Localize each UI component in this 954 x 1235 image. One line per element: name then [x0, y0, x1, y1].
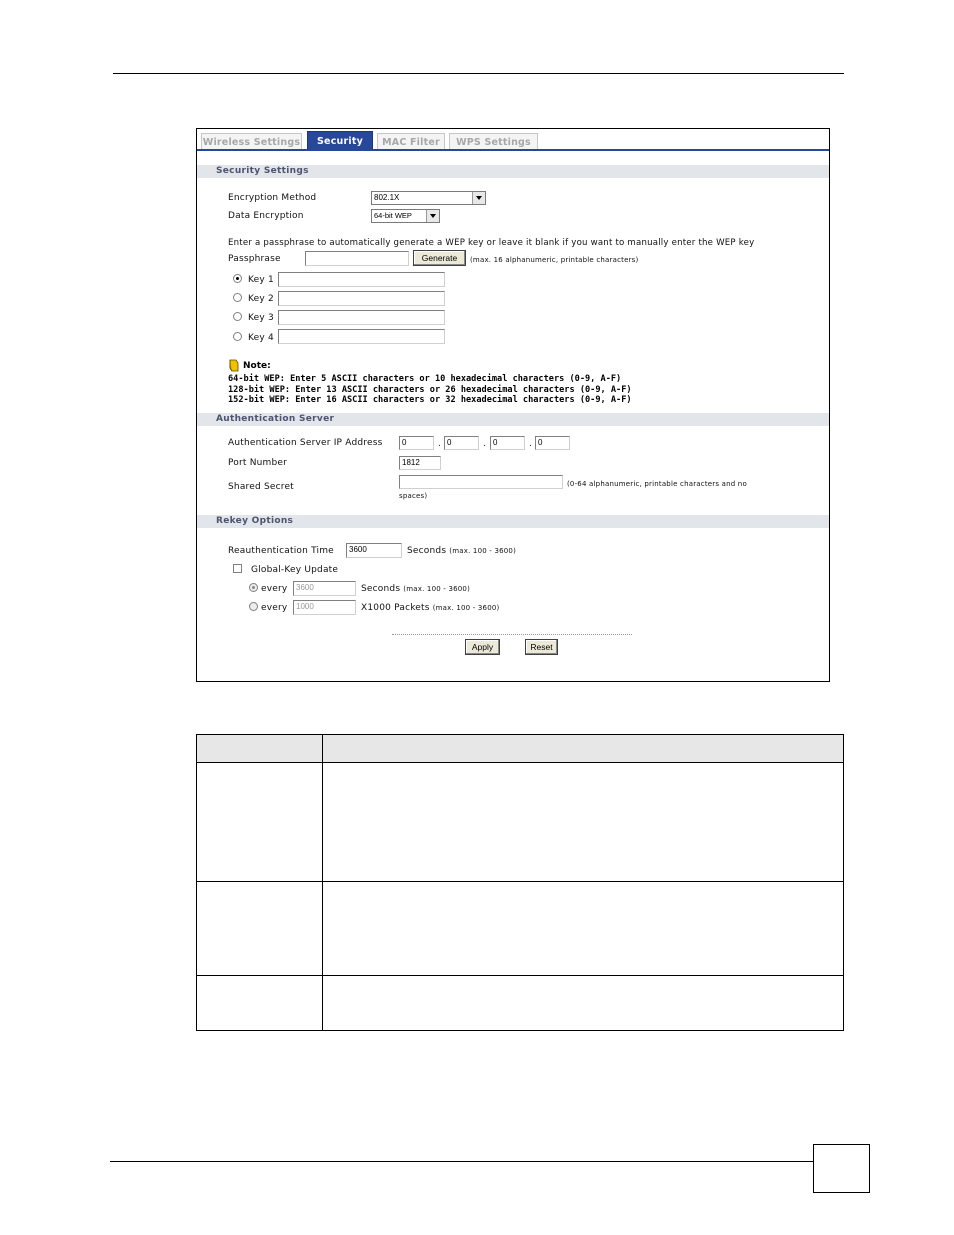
key-3-input[interactable]	[278, 310, 445, 325]
table-cell	[323, 882, 844, 976]
ip-separator: .	[483, 439, 487, 449]
shared-secret-label: Shared Secret	[228, 482, 294, 492]
divider	[392, 634, 632, 635]
encryption-method-label: Encryption Method	[228, 193, 317, 203]
key-4-input[interactable]	[278, 329, 445, 344]
table-header-description	[323, 735, 844, 763]
shared-secret-input[interactable]	[399, 475, 563, 489]
footer-rule	[110, 1161, 813, 1162]
tab-wps-settings[interactable]: WPS Settings	[449, 133, 538, 150]
reauth-unit-label: Seconds	[407, 546, 447, 556]
shared-secret-note: (0-64 alphanumeric, printable characters and no	[567, 480, 747, 488]
table-cell	[197, 882, 323, 976]
section-security-settings: Security Settings	[197, 165, 829, 178]
key-4-label: Key 4	[248, 333, 274, 343]
table-cell	[197, 763, 323, 882]
encryption-method-value: 802.1X	[374, 193, 400, 202]
chevron-down-icon	[426, 210, 439, 222]
encryption-method-select[interactable]	[371, 191, 486, 205]
note-icon	[228, 359, 240, 372]
key-3-label: Key 3	[248, 313, 274, 323]
security-screen	[196, 128, 830, 682]
rekey-packets-input[interactable]: 1000	[293, 600, 356, 615]
chevron-down-icon	[472, 192, 485, 204]
key-2-radio[interactable]	[233, 293, 242, 302]
reauth-range: (max. 100 - 3600)	[449, 547, 516, 555]
table-cell	[323, 976, 844, 1031]
section-authentication-server: Authentication Server	[197, 413, 829, 426]
auth-ip-label: Authentication Server IP Address	[228, 438, 383, 448]
table-header-label	[197, 735, 323, 763]
section-rekey-options: Rekey Options	[197, 515, 829, 528]
passphrase-label: Passphrase	[228, 254, 281, 264]
global-key-update-checkbox[interactable]	[233, 564, 242, 573]
reauth-time-input[interactable]: 3600	[346, 543, 402, 558]
passphrase-input[interactable]	[305, 251, 409, 266]
generate-button[interactable]: Generate	[413, 250, 466, 266]
rekey-packets-unit-label: X1000 Packets	[361, 603, 430, 613]
tab-security[interactable]: Security	[307, 131, 373, 150]
reset-button[interactable]: Reset	[525, 639, 558, 655]
key-1-label: Key 1	[248, 275, 274, 285]
tab-wireless-settings[interactable]: Wireless Settings	[201, 133, 302, 150]
data-encryption-select[interactable]	[371, 209, 440, 223]
global-key-update-label: Global-Key Update	[251, 565, 339, 575]
apply-button[interactable]: Apply	[465, 639, 500, 655]
rekey-seconds-input[interactable]: 3600	[293, 581, 356, 596]
data-encryption-value: 64-bit WEP	[374, 211, 412, 220]
auth-ip-octet-3[interactable]: 0	[490, 436, 525, 450]
key-2-label: Key 2	[248, 294, 274, 304]
rekey-packets-radio[interactable]	[249, 602, 258, 611]
passphrase-hint: Enter a passphrase to automatically generate a WEP key or leave it blank if you want to manually enter the WEP key	[228, 238, 755, 248]
reauth-unit	[407, 546, 516, 556]
auth-ip-octet-2[interactable]: 0	[444, 436, 479, 450]
table-row	[197, 763, 844, 882]
rekey-packets-unit	[361, 603, 499, 613]
table-cell	[197, 976, 323, 1031]
rekey-seconds-unit	[361, 584, 470, 594]
field-description-table	[196, 734, 844, 1031]
note-label: Note:	[243, 361, 271, 371]
port-number-input[interactable]: 1812	[399, 456, 441, 470]
key-4-radio[interactable]	[233, 332, 242, 341]
table-row	[197, 882, 844, 976]
key-3-radio[interactable]	[233, 312, 242, 321]
data-encryption-label: Data Encryption	[228, 211, 304, 221]
note-64bit: 64-bit WEP: Enter 5 ASCII characters or 10 hexadecimal characters (0-9, A-F)	[228, 374, 622, 384]
reauth-time-label: Reauthentication Time	[228, 546, 334, 556]
shared-secret-note-cont: spaces)	[399, 492, 428, 500]
ip-separator: .	[438, 439, 442, 449]
rekey-seconds-radio[interactable]	[249, 583, 258, 592]
key-2-input[interactable]	[278, 291, 445, 306]
table-header-row	[197, 735, 844, 763]
tab-underline	[197, 149, 829, 151]
rekey-seconds-every: every	[261, 584, 288, 594]
ip-separator: .	[529, 439, 533, 449]
rekey-seconds-range: (max. 100 - 3600)	[403, 585, 470, 593]
auth-ip-octet-4[interactable]: 0	[535, 436, 570, 450]
note-152bit: 152-bit WEP: Enter 16 ASCII characters or 32 hexadecimal characters (0-9, A-F)	[228, 395, 632, 405]
note-128bit: 128-bit WEP: Enter 13 ASCII characters or 26 hexadecimal characters (0-9, A-F)	[228, 385, 632, 395]
rekey-seconds-unit-label: Seconds	[361, 584, 401, 594]
auth-ip-octet-1[interactable]: 0	[399, 436, 434, 450]
passphrase-note: (max. 16 alphanumeric, printable characters)	[470, 256, 639, 264]
tab-mac-filter[interactable]: MAC Filter	[377, 133, 445, 150]
table-row	[197, 976, 844, 1031]
page-number-box	[813, 1144, 870, 1193]
key-1-radio[interactable]	[233, 274, 242, 283]
key-1-input[interactable]	[278, 272, 445, 287]
port-number-label: Port Number	[228, 458, 288, 468]
rekey-packets-every: every	[261, 603, 288, 613]
rekey-packets-range: (max. 100 - 3600)	[432, 604, 500, 612]
table-cell	[323, 763, 844, 882]
header-rule	[113, 73, 844, 74]
